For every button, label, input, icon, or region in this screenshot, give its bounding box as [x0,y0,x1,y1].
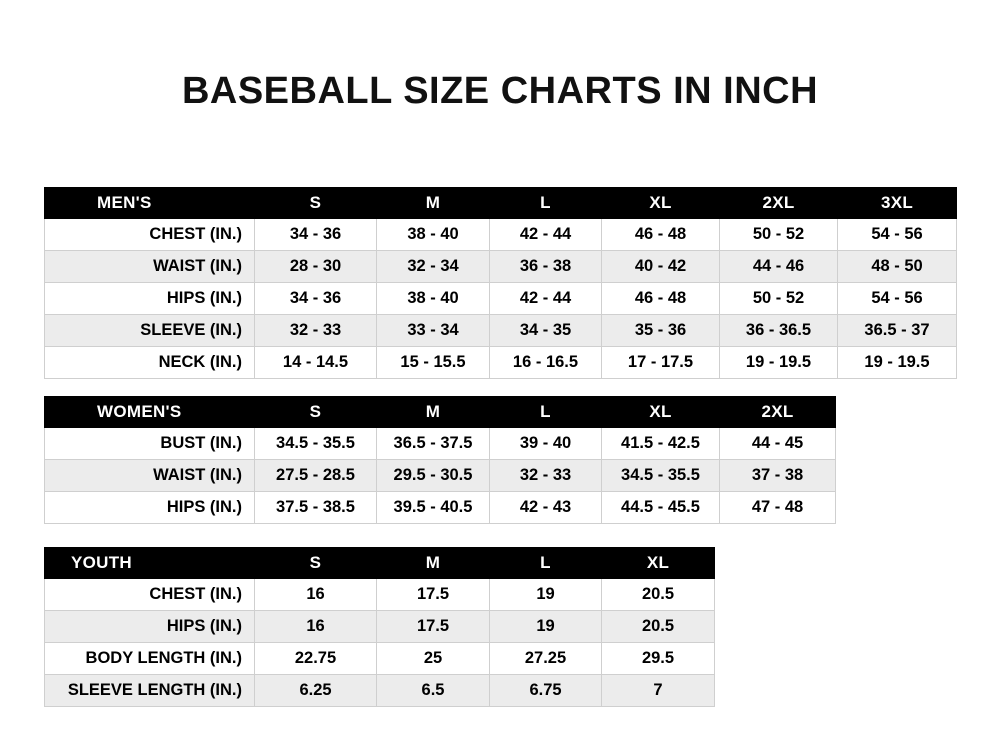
table-row [45,492,836,524]
table-cell: 47 - 48 [720,492,836,524]
row-label: WAIST (IN.) [45,251,255,283]
column-header: S [255,188,377,219]
table-cell: 17.5 [377,579,490,611]
table-cell: 44 - 45 [720,428,836,460]
row-label: HIPS (IN.) [45,611,255,643]
table-cell: 36 - 38 [490,251,602,283]
column-header: L [490,548,602,579]
column-header: S [255,548,377,579]
table-cell: 6.25 [255,675,377,707]
table-row [45,315,957,347]
table-cell: 44.5 - 45.5 [602,492,720,524]
table-cell: 37.5 - 38.5 [255,492,377,524]
table-cell: 19 - 19.5 [838,347,957,379]
table-cell: 54 - 56 [838,283,957,315]
table-header-row [45,188,957,219]
row-label: CHEST (IN.) [45,579,255,611]
column-header: XL [602,397,720,428]
row-label: WAIST (IN.) [45,460,255,492]
table-cell: 27.25 [490,643,602,675]
table-cell: 6.75 [490,675,602,707]
table-cell: 16 [255,579,377,611]
table-cell: 35 - 36 [602,315,720,347]
table-header-row [45,548,715,579]
row-label: HIPS (IN.) [45,492,255,524]
table-cell: 29.5 - 30.5 [377,460,490,492]
table-cell: 15 - 15.5 [377,347,490,379]
row-label: SLEEVE LENGTH (IN.) [45,675,255,707]
column-header: 2XL [720,397,836,428]
table-cell: 46 - 48 [602,283,720,315]
row-label: NECK (IN.) [45,347,255,379]
table-cell: 29.5 [602,643,715,675]
table-cell: 36.5 - 37 [838,315,957,347]
table-cell: 34.5 - 35.5 [602,460,720,492]
table-row [45,251,957,283]
table-row [45,428,836,460]
column-header: M [377,548,490,579]
table-cell: 17.5 [377,611,490,643]
table-cell: 14 - 14.5 [255,347,377,379]
table-cell: 42 - 43 [490,492,602,524]
table-cell: 33 - 34 [377,315,490,347]
table-cell: 38 - 40 [377,219,490,251]
table-cell: 42 - 44 [490,283,602,315]
table-cell: 39 - 40 [490,428,602,460]
column-header: M [377,397,490,428]
table-cell: 25 [377,643,490,675]
page-title: BASEBALL SIZE CHARTS IN INCH [181,70,819,112]
table-cell: 22.75 [255,643,377,675]
table-cell: 16 [255,611,377,643]
table-cell: 34 - 36 [255,283,377,315]
row-label: BUST (IN.) [45,428,255,460]
column-header: 2XL [720,188,838,219]
table-row [45,579,715,611]
table-cell: 19 - 19.5 [720,347,838,379]
table-cell: 20.5 [602,579,715,611]
table-cell: 28 - 30 [255,251,377,283]
table-row [45,675,715,707]
column-header: XL [602,548,715,579]
column-header: M [377,188,490,219]
row-label: CHEST (IN.) [45,219,255,251]
table-cell: 17 - 17.5 [602,347,720,379]
mens-size-chart [44,187,957,379]
table-cell: 7 [602,675,715,707]
row-label: SLEEVE (IN.) [45,315,255,347]
table-row [45,611,715,643]
table-cell: 32 - 33 [255,315,377,347]
table-cell: 27.5 - 28.5 [255,460,377,492]
table-cell: 36 - 36.5 [720,315,838,347]
table-cell: 39.5 - 40.5 [377,492,490,524]
table-row [45,460,836,492]
column-header: L [490,397,602,428]
youth-size-chart [44,547,715,707]
column-header: XL [602,188,720,219]
table-cell: 38 - 40 [377,283,490,315]
column-header: YOUTH [45,548,255,579]
table-cell: 32 - 33 [490,460,602,492]
column-header: WOMEN'S [45,397,255,428]
table-cell: 34 - 35 [490,315,602,347]
table-cell: 50 - 52 [720,283,838,315]
column-header: L [490,188,602,219]
table-cell: 19 [490,611,602,643]
table-cell: 16 - 16.5 [490,347,602,379]
table-row [45,219,957,251]
column-header: S [255,397,377,428]
table-cell: 41.5 - 42.5 [602,428,720,460]
table-cell: 36.5 - 37.5 [377,428,490,460]
table-row [45,643,715,675]
table-cell: 44 - 46 [720,251,838,283]
table-cell: 46 - 48 [602,219,720,251]
table-cell: 34.5 - 35.5 [255,428,377,460]
table-cell: 42 - 44 [490,219,602,251]
table-cell: 48 - 50 [838,251,957,283]
table-cell: 6.5 [377,675,490,707]
womens-size-chart [44,396,836,524]
table-row [45,347,957,379]
table-header-row [45,397,836,428]
column-header: MEN'S [45,188,255,219]
table-cell: 19 [490,579,602,611]
table-row [45,283,957,315]
table-cell: 34 - 36 [255,219,377,251]
table-cell: 37 - 38 [720,460,836,492]
table-cell: 32 - 34 [377,251,490,283]
row-label: BODY LENGTH (IN.) [45,643,255,675]
row-label: HIPS (IN.) [45,283,255,315]
column-header: 3XL [838,188,957,219]
table-cell: 40 - 42 [602,251,720,283]
table-cell: 50 - 52 [720,219,838,251]
table-cell: 54 - 56 [838,219,957,251]
table-cell: 20.5 [602,611,715,643]
